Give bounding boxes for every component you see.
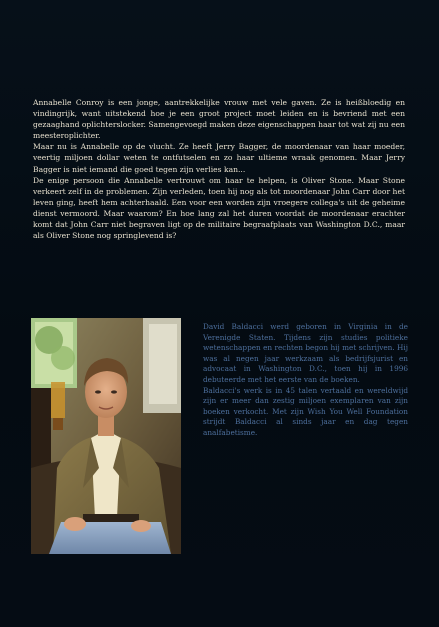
book-blurb xyxy=(33,97,405,241)
author-bio-paragraph-1: David Baldacci werd geboren in Virginia in de Verenigde Staten. Tijdens zijn studies politieke wetenschappen en rechten begon hij met schrijven. Hij was al negen jaar werkzaam als bedrijfsjurist en advocaat in Washington D.C., toen hij in 1996 debuteerde met het eerste van de boeken. xyxy=(203,322,408,384)
author-portrait-image xyxy=(31,318,181,554)
author-photo xyxy=(31,318,181,554)
author-bio-paragraph-2: Baldacci's werk is in 45 talen vertaald en wereldwijd zijn er meer dan zestig miljoen exemplaren van zijn boeken verkocht. Met zijn Wish You Well Foundation strijdt Baldacci al sinds jaar en dag tegen analfabetisme. xyxy=(203,385,408,437)
blurb-paragraph-3: De enige persoon die Annabelle vertrouwt om haar te helpen, is Oliver Stone. Maar Stone verkeert zelf in de problemen. Zijn verleden, toen hij nog als tot moordenaar John Carr door het leven ging, heeft hem achterhaald. Een voor een worden zijn vroegere collega's uit de geheime dienst vermoord. Maar waarom? En hoe lang zal het duren voordat de moordenaar erachter komt dat John Carr niet begraven ligt op de militaire begraafplaats van Washington D.C., maar als Oliver Stone nog springlevend is? xyxy=(33,175,405,241)
blurb-paragraph-2: Maar nu is Annabelle op de vlucht. Ze heeft Jerry Bagger, de moordenaar van haar moeder, veertig miljoen dollar weten te ontfutselen en zo haar ultieme wraak genomen. Maar Jerry Bagger is niet iemand die goed tegen zijn verlies kan... xyxy=(33,142,405,174)
author-bio xyxy=(203,322,408,439)
blurb-paragraph-1: Annabelle Conroy is een jonge, aantrekkelijke vrouw met vele gaven. Ze is heißbloedig en vindingrijk, want uitstekend hoe je een groot project moet leiden en is bevriend met een gezaaghand oplichterslocker. Samengevoegd maken deze eigenschappen haar tot wat zij nu een meesteroplichter. xyxy=(33,98,405,141)
